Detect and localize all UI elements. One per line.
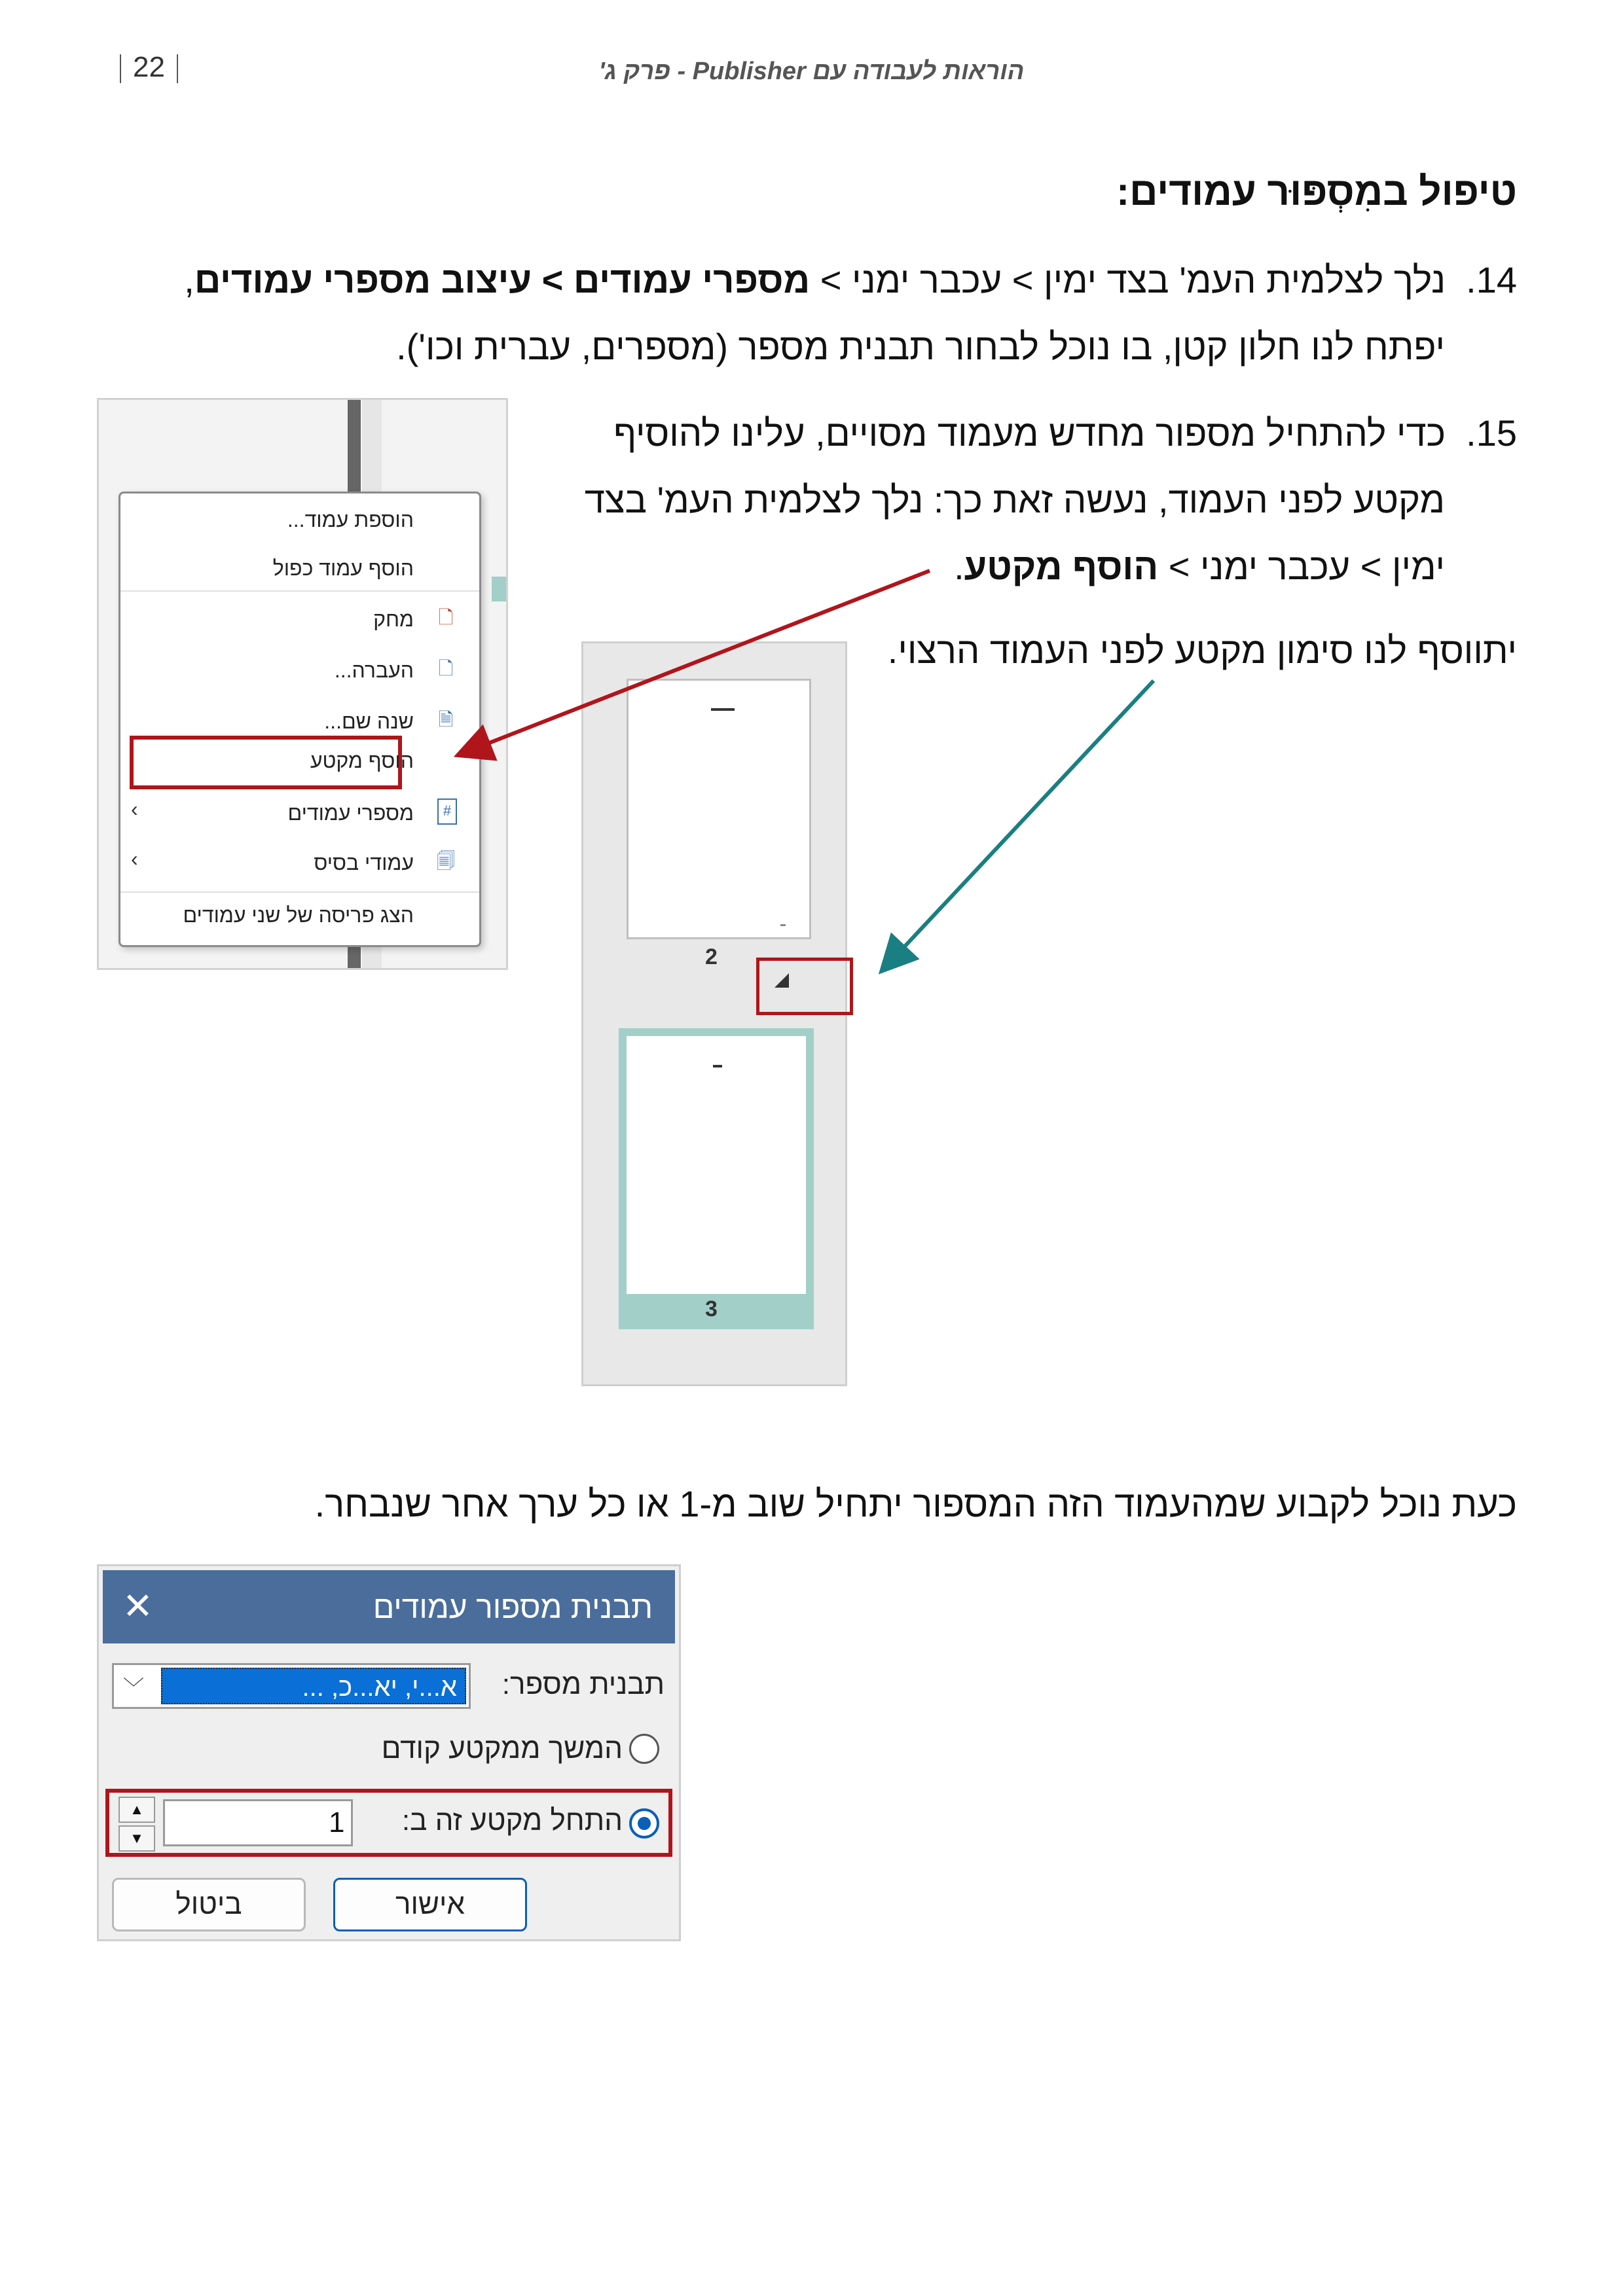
chevron-left-icon: ‹: [131, 847, 138, 870]
chevron-down-icon[interactable]: ﹀: [123, 1676, 145, 1700]
menu-item-rename[interactable]: שנה שם...: [324, 709, 414, 733]
number-format-value: א...י, יא...כ, ...: [161, 1668, 466, 1704]
section-title: טיפול במִסְפּוּר עמודים:: [1116, 170, 1517, 213]
menu-item-master-pages[interactable]: עמודי בסיס: [314, 851, 414, 874]
close-icon[interactable]: ✕: [122, 1585, 153, 1626]
move-page-icon: 🗋: [438, 658, 454, 679]
format-label: תבנית מספר:: [501, 1668, 665, 1700]
delete-page-icon: 🗋: [438, 607, 454, 628]
menu-item-insert-section[interactable]: הוסף מקטע: [310, 749, 414, 772]
menu-item-page-numbers[interactable]: מספרי עמודים: [287, 801, 414, 825]
teal-arrow: [884, 681, 1154, 969]
stepper-down-icon[interactable]: ▼: [119, 1825, 155, 1852]
running-header: הוראות לעבודה עם Publisher - פרק ג': [598, 58, 1025, 85]
page-label-3: 3: [705, 1297, 718, 1321]
menu-item-insert-page[interactable]: הוספת עמוד...: [287, 508, 414, 531]
rename-page-icon: 🗎: [438, 709, 454, 730]
step-15-line-4: יתווסף לנו סימון מקטע לפני העמוד הרצוי.: [887, 630, 1517, 671]
step-15-line-2: מקטע לפני העמוד, נעשה זאת כך: נלך לצלמית העמ' בצד: [584, 479, 1445, 520]
continue-section-radio[interactable]: [629, 1734, 659, 1764]
step-14-line-1: 14. נלך לצלמית העמ' בצד ימין > עכבר ימני > מספרי עמודים > עיצוב מספרי עמודים,: [184, 259, 1517, 300]
explanation-text: כעת נוכל לקבוע שמהעמוד הזה המספור יתחיל שוב מ-1 או כל ערך אחר שנבחר.: [314, 1483, 1517, 1524]
start-section-label[interactable]: התחל מקטע זה ב:: [401, 1804, 623, 1837]
page-number: 22: [108, 51, 190, 84]
menu-item-move[interactable]: העברה...: [334, 658, 414, 682]
ok-button[interactable]: אישור: [333, 1878, 527, 1931]
menu-item-delete[interactable]: מחק: [373, 607, 414, 631]
continue-section-label[interactable]: המשך ממקטע קודם: [381, 1732, 623, 1765]
master-page-icon: 🗐: [437, 851, 455, 871]
step-15-line-3: ימין > עכבר ימני > הוסף מקטע.: [954, 546, 1445, 587]
step-15-line-1: 15. כדי להתחיל מספור מחדש מעמוד מסויים, עלינו להוסיף: [613, 412, 1517, 454]
number-format-select[interactable]: [112, 1663, 471, 1709]
menu-item-two-page-spread[interactable]: הצג פריסה של שני עמודים: [183, 903, 414, 927]
page-numbering-dialog: [97, 1564, 681, 1941]
dialog-title-bar: [103, 1570, 675, 1643]
red-arrow: [461, 571, 930, 754]
step-14-line-2: יפתח לנו חלון קטן, בו נוכל לבחור תבנית מספר (מספרים, עברית וכו').: [396, 326, 1445, 367]
dialog-title: תבנית מספור עמודים: [373, 1590, 653, 1625]
start-value-input[interactable]: 1: [163, 1799, 353, 1846]
stepper-up-icon[interactable]: ▲: [119, 1797, 155, 1823]
start-value-stepper[interactable]: [119, 1797, 155, 1849]
menu-item-insert-duplicate-page[interactable]: הוסף עמוד כפול: [272, 556, 414, 580]
cancel-button[interactable]: ביטול: [112, 1878, 306, 1931]
chevron-left-icon: ‹: [131, 797, 138, 821]
page-number-icon: #: [437, 798, 457, 825]
page-label-2: 2: [705, 944, 718, 969]
start-section-radio[interactable]: [629, 1808, 659, 1839]
